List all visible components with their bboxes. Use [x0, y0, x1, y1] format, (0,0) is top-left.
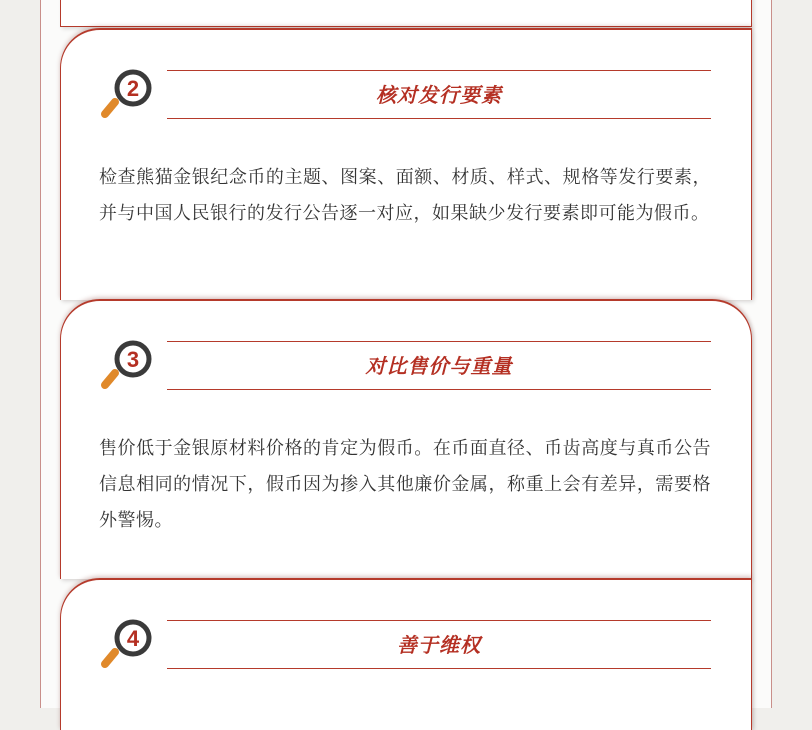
title-rule-bottom [167, 389, 711, 390]
section-card-2 [60, 28, 752, 300]
magnifier-icon [101, 337, 157, 395]
section-number: 2 [126, 76, 140, 101]
section-card-4 [60, 578, 752, 730]
section-body: 检查熊猫金银纪念币的主题、图案、面额、材质、样式、规格等发行要素，并与中国人民银行的发行公告逐一对应，如果缺少发行要素即可能为假币。 [99, 167, 711, 224]
title-rule-top [167, 620, 711, 621]
title-rule-bottom [167, 668, 711, 669]
section-card-3 [60, 299, 752, 579]
magnifier-icon [101, 66, 157, 124]
section-title: 善于维权 [397, 633, 481, 657]
title-rule-bottom [167, 118, 711, 119]
section-body: 售价低于金银原材料价格的肯定为假币。在币面直径、币齿高度与真币公告信息相同的情况下，假币因为掺入其他廉价金属，称重上会有差异，需要格外警惕。 [99, 438, 711, 531]
magnifier-icon [101, 616, 157, 674]
section-title: 对比售价与重量 [365, 354, 513, 378]
section-number: 4 [126, 626, 140, 651]
section-title: 核对发行要素 [376, 83, 502, 107]
section-number: 3 [126, 347, 140, 372]
title-rule-top [167, 341, 711, 342]
title-rule-top [167, 70, 711, 71]
previous-section-card [60, 0, 752, 27]
